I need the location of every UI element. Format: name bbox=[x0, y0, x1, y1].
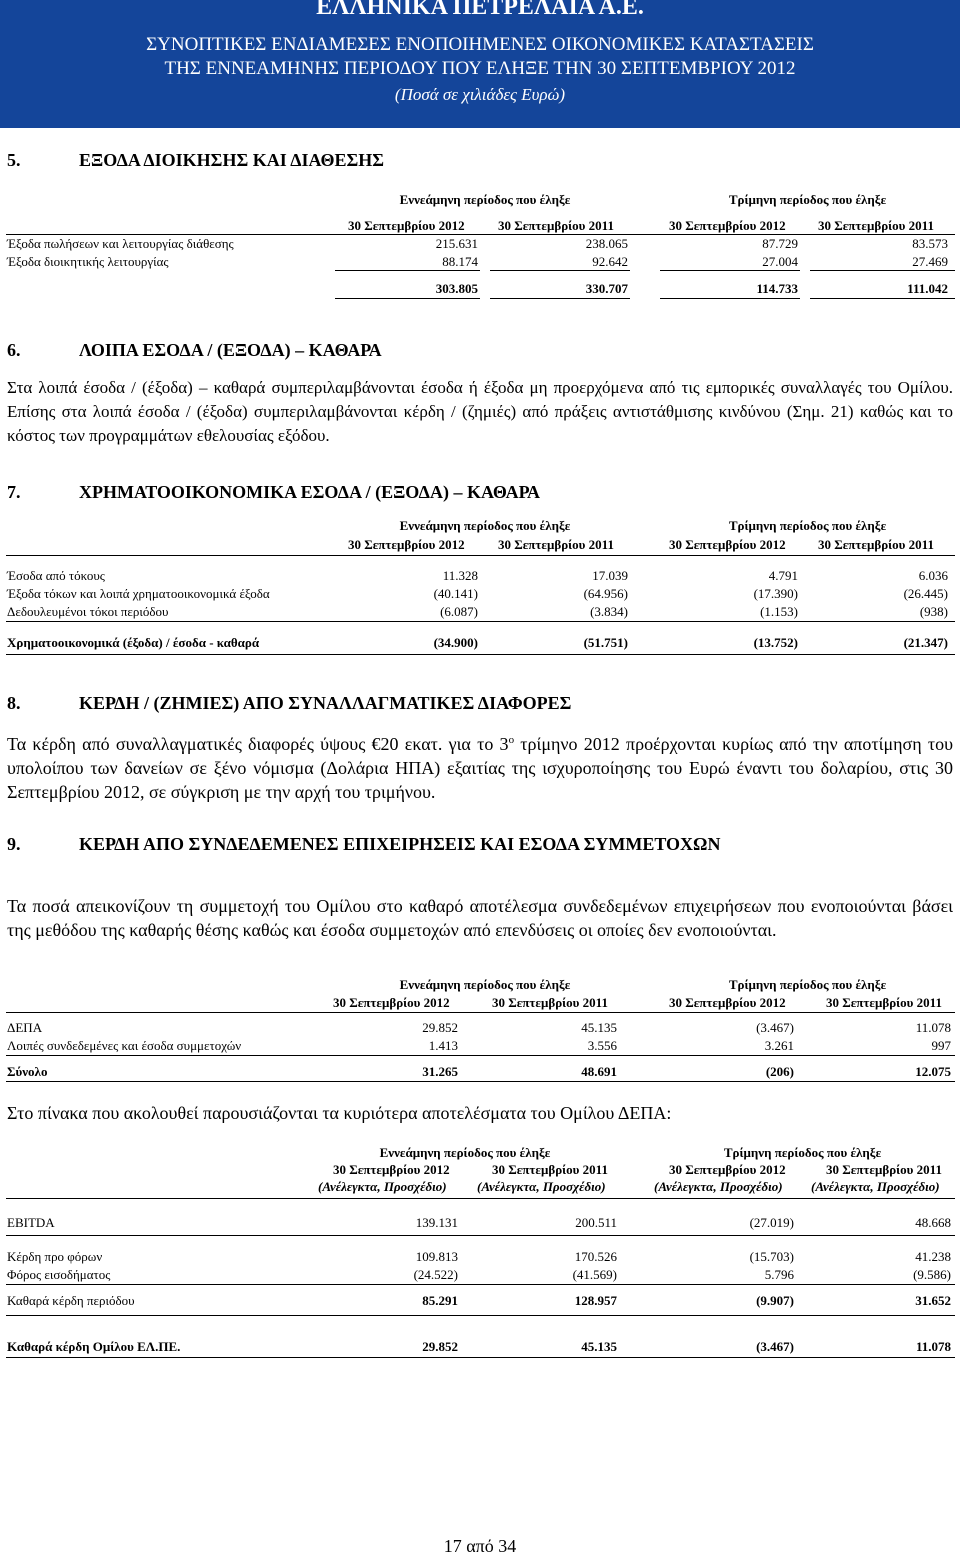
value-cell: (3.834) bbox=[590, 604, 628, 619]
unaudited-note: (Ανέλεγκτα, Προσχέδιο) bbox=[654, 1179, 783, 1194]
subtotal-line bbox=[490, 270, 630, 271]
total-cell: 114.733 bbox=[756, 281, 798, 296]
col-date-2012: 30 Σεπτεμβρίου 2012 bbox=[348, 537, 465, 552]
total-cell: 31.652 bbox=[915, 1293, 951, 1308]
col-date-2011: 30 Σεπτεμβρίου 2011 bbox=[492, 995, 608, 1010]
total-cell: 85.291 bbox=[422, 1293, 458, 1308]
total-cell: 29.852 bbox=[422, 1339, 458, 1354]
row-label: EBITDA bbox=[7, 1215, 55, 1230]
value-cell: 92.642 bbox=[592, 254, 628, 269]
value-cell: 87.729 bbox=[762, 236, 798, 251]
value-cell: (24.522) bbox=[413, 1267, 458, 1282]
col-date-2011: 30 Σεπτεμβρίου 2011 bbox=[826, 995, 942, 1010]
value-cell: 238.065 bbox=[585, 236, 628, 251]
nine-month-header: Εννεάμηνη περίοδος που έληξε bbox=[399, 192, 571, 207]
table-divider bbox=[6, 1198, 955, 1199]
section-6-text: Στα λοιπά έσοδα / (έξοδα) – καθαρά συμπεριλαμβάνονται έσοδα ή έξοδα μη προερχόμενα από τις εμπορικές συναλλαγές του Ομίλου. Επίσης στα λοιπά έσοδα / (έξοδα) συμπεριλαμβάνονται κέρδη / (ζημιές) από πράξεις αντιστάθμισης κινδύνου (Σημ. 21) καθώς και το κόστος των προγραμμάτων εθελουσίας εξόδου. bbox=[7, 378, 953, 445]
section-number: 7. bbox=[7, 482, 21, 502]
nine-month-header: Εννεάμηνη περίοδος που έληξε bbox=[399, 977, 571, 992]
value-cell: 4.791 bbox=[768, 568, 798, 583]
value-cell: 3.261 bbox=[764, 1038, 794, 1053]
total-cell: (3.467) bbox=[756, 1339, 794, 1354]
col-date-2011: 30 Σεπτεμβρίου 2011 bbox=[818, 537, 934, 552]
col-date-2012: 30 Σεπτεμβρίου 2012 bbox=[333, 1162, 450, 1177]
document-header bbox=[0, 0, 960, 128]
section-title: ΚΕΡΔΗ ΑΠΟ ΣΥΝΔΕΔΕΜΕΝΕΣ ΕΠΙΧΕΙΡΗΣΕΙΣ ΚΑΙ ΕΣΟΔΑ ΣΥΜΜΕΤΟΧΩΝ bbox=[79, 834, 721, 854]
value-cell: (17.390) bbox=[753, 586, 798, 601]
table-divider bbox=[6, 1055, 955, 1056]
value-cell: (27.019) bbox=[749, 1215, 794, 1230]
value-cell: 27.004 bbox=[762, 254, 798, 269]
section-number: 5. bbox=[7, 150, 21, 170]
value-cell: (41.569) bbox=[572, 1267, 617, 1282]
value-cell: (938) bbox=[919, 604, 948, 619]
table-divider bbox=[6, 654, 955, 655]
nine-month-header: Εννεάμηνη περίοδος που έληξε bbox=[399, 518, 571, 533]
value-cell: (6.087) bbox=[440, 604, 478, 619]
three-month-header: Τρίμηνη περίοδος που έληξε bbox=[723, 1145, 882, 1160]
value-cell: (9.586) bbox=[913, 1267, 951, 1282]
unaudited-note: (Ανέλεγκτα, Προσχέδιο) bbox=[477, 1179, 606, 1194]
three-month-header: Τρίμηνη περίοδος που έληξε bbox=[728, 518, 887, 533]
value-cell: 170.526 bbox=[574, 1249, 617, 1264]
col-date-2011: 30 Σεπτεμβρίου 2011 bbox=[826, 1162, 942, 1177]
report-title-line1: ΣΥΝΟΠΤΙΚΕΣ ΕΝΔΙΑΜΕΣΕΣ ΕΝΟΠΟΙΗΜΕΝΕΣ ΟΙΚΟΝΟΜΙΚΕΣ ΚΑΤΑΣΤΑΣΕΙΣ bbox=[146, 34, 814, 55]
col-date-2012: 30 Σεπτεμβρίου 2012 bbox=[669, 537, 786, 552]
value-cell: 5.796 bbox=[764, 1267, 794, 1282]
col-date-2011: 30 Σεπτεμβρίου 2011 bbox=[498, 537, 614, 552]
section-number: 6. bbox=[7, 340, 21, 360]
total-line bbox=[490, 298, 630, 299]
value-cell: (15.703) bbox=[749, 1249, 794, 1264]
value-cell: (26.445) bbox=[903, 586, 948, 601]
value-cell: 29.852 bbox=[422, 1020, 458, 1035]
value-cell: 997 bbox=[931, 1038, 951, 1053]
row-label: ΔΕΠΑ bbox=[7, 1020, 43, 1035]
col-date-2011: 30 Σεπτεμβρίου 2011 bbox=[498, 218, 614, 233]
row-label: Κέρδη προ φόρων bbox=[7, 1249, 103, 1264]
table-divider bbox=[6, 1357, 955, 1358]
total-label: Σύνολο bbox=[7, 1064, 48, 1079]
table-divider bbox=[6, 1012, 955, 1013]
total-line bbox=[660, 298, 800, 299]
three-month-header: Τρίμηνη περίοδος που έληξε bbox=[728, 192, 887, 207]
value-cell: 109.813 bbox=[415, 1249, 458, 1264]
section-title: ΛΟΙΠΑ ΕΣΟΔΑ / (ΕΞΟΔΑ) – ΚΑΘΑΡΑ bbox=[79, 340, 382, 360]
nine-month-header: Εννεάμηνη περίοδος που έληξε bbox=[379, 1145, 551, 1160]
value-cell: 45.135 bbox=[581, 1020, 617, 1035]
total-cell: 31.265 bbox=[422, 1064, 458, 1079]
total-cell: 45.135 bbox=[581, 1339, 617, 1354]
col-date-2012: 30 Σεπτεμβρίου 2012 bbox=[669, 1162, 786, 1177]
report-title-line2: ΤΗΣ ΕΝΝΕΑΜΗΝΗΣ ΠΕΡΙΟΔΟΥ ΠΟΥ ΕΛΗΞΕ ΤΗΝ 30 ΣΕΠΤΕΜΒΡΙΟΥ 2012 bbox=[164, 58, 796, 79]
section-number: 8. bbox=[7, 693, 21, 713]
section-title: ΚΕΡΔΗ / (ΖΗΜΙΕΣ) ΑΠΟ ΣΥΝΑΛΛΑΓΜΑΤΙΚΕΣ ΔΙΑΦΟΡΕΣ bbox=[79, 693, 572, 713]
table-divider bbox=[6, 1235, 955, 1236]
total-cell: (51.751) bbox=[583, 635, 628, 650]
table-divider bbox=[6, 555, 955, 556]
section-5-heading bbox=[7, 150, 384, 171]
three-month-header: Τρίμηνη περίοδος που έληξε bbox=[728, 977, 887, 992]
unaudited-note: (Ανέλεγκτα, Προσχέδιο) bbox=[318, 1179, 447, 1194]
section-6-heading bbox=[7, 340, 382, 361]
section-number: 9. bbox=[7, 834, 21, 854]
table-divider bbox=[6, 234, 955, 235]
col-date-2011: 30 Σεπτεμβρίου 2011 bbox=[818, 218, 934, 233]
col-date-2012: 30 Σεπτεμβρίου 2012 bbox=[348, 218, 465, 233]
total-cell: 330.707 bbox=[585, 281, 628, 296]
depa-intro-text: Στο πίνακα που ακολουθεί παρουσιάζονται τα κυριότερα αποτελέσματα του Ομίλου ΔΕΠΑ: bbox=[7, 1103, 672, 1123]
row-label: Φόρος εισοδήματος bbox=[7, 1267, 111, 1282]
total-cell: (34.900) bbox=[433, 635, 478, 650]
subtotal-line bbox=[335, 270, 480, 271]
row-label: Δεδουλευμένοι τόκοι περιόδου bbox=[7, 604, 169, 619]
value-cell: 200.511 bbox=[575, 1215, 617, 1230]
value-cell: 3.556 bbox=[587, 1038, 617, 1053]
company-name: ΕΛΛΗΝΙΚΑ ΠΕΤΡΕΛΑΙΑ Α.Ε. bbox=[316, 0, 644, 20]
total-cell: 11.078 bbox=[915, 1339, 951, 1354]
section-7-heading bbox=[7, 482, 540, 503]
value-cell: 48.668 bbox=[915, 1215, 951, 1230]
total-cell: 303.805 bbox=[435, 281, 478, 296]
page-number: 17 από 34 bbox=[443, 1536, 517, 1556]
value-cell: 88.174 bbox=[442, 254, 478, 269]
row-label: Έξοδα διοικητικής λειτουργίας bbox=[7, 254, 169, 269]
table-divider bbox=[6, 621, 955, 622]
value-cell: (3.467) bbox=[756, 1020, 794, 1035]
section-title: ΕΞΟΔΑ ΔΙΟΙΚΗΣΗΣ ΚΑΙ ΔΙΑΘΕΣΗΣ bbox=[79, 150, 385, 170]
total-cell: 48.691 bbox=[581, 1064, 617, 1079]
total-cell: (21.347) bbox=[903, 635, 948, 650]
row-label: Καθαρά κέρδη περιόδου bbox=[7, 1293, 135, 1308]
table-divider bbox=[6, 1284, 955, 1285]
table-divider bbox=[6, 1315, 955, 1316]
section-9-text: Τα ποσά απεικονίζουν τη συμμετοχή του Ομίλου στο καθαρό αποτέλεσμα συνδεδεμένων επιχειρήσεων που ενοποιούνται βάσει της μεθόδου της καθαρής θέσης καθώς και έσοδα συμμετοχών από επενδύσεις οι οποίες δεν ενοποιούνται. bbox=[7, 896, 953, 940]
unaudited-note: (Ανέλεγκτα, Προσχέδιο) bbox=[811, 1179, 940, 1194]
value-cell: (64.956) bbox=[583, 586, 628, 601]
value-cell: 27.469 bbox=[912, 254, 948, 269]
col-date-2012: 30 Σεπτεμβρίου 2012 bbox=[669, 995, 786, 1010]
section-9-heading bbox=[7, 834, 720, 855]
col-date-2011: 30 Σεπτεμβρίου 2011 bbox=[492, 1162, 608, 1177]
value-cell: (40.141) bbox=[433, 586, 478, 601]
value-cell: 1.413 bbox=[428, 1038, 458, 1053]
total-line bbox=[810, 298, 955, 299]
row-label: Έξοδα τόκων και λοιπά χρηματοοικονομικά έξοδα bbox=[7, 586, 270, 601]
units-note: (Ποσά σε χιλιάδες Ευρώ) bbox=[394, 85, 566, 104]
total-cell: 111.042 bbox=[907, 281, 948, 296]
total-cell: (13.752) bbox=[753, 635, 798, 650]
subtotal-line bbox=[810, 270, 955, 271]
value-cell: 6.036 bbox=[918, 568, 948, 583]
value-cell: 83.573 bbox=[912, 236, 948, 251]
total-line bbox=[335, 298, 480, 299]
value-cell: 11.328 bbox=[442, 568, 478, 583]
total-cell: (206) bbox=[765, 1064, 794, 1079]
value-cell: 41.238 bbox=[915, 1249, 951, 1264]
col-date-2012: 30 Σεπτεμβρίου 2012 bbox=[333, 995, 450, 1010]
value-cell: (1.153) bbox=[760, 604, 798, 619]
row-label: Έσοδα από τόκους bbox=[7, 568, 105, 583]
value-cell: 11.078 bbox=[915, 1020, 951, 1035]
table-divider bbox=[6, 1081, 955, 1082]
total-label: Καθαρά κέρδη Ομίλου ΕΛ.ΠΕ. bbox=[7, 1339, 181, 1354]
value-cell: 139.131 bbox=[415, 1215, 458, 1230]
section-8-text: Τα κέρδη από συναλλαγματικές διαφορές ύψους €20 εκατ. για το $3^o$ τρίμηνο 2012 προέρχονται κυρίως από την αποτίμηση του υπολοίπου των δανείων σε ξένο νόμισμα (Δολάρια ΗΠΑ) εξαιτίας της ισχυροποίησης του Ευρώ έναντι του δολαρίου, στις 30 Σεπτεμβρίου 2012, σε σύγκριση με την αρχή του τριμήνου. bbox=[7, 734, 954, 802]
section-title: ΧΡΗΜΑΤΟΟΙΚΟΝΟΜΙΚΑ ΕΣΟΔΑ / (ΕΞΟΔΑ) – ΚΑΘΑΡΑ bbox=[79, 482, 540, 502]
col-date-2012: 30 Σεπτεμβρίου 2012 bbox=[669, 218, 786, 233]
row-label: Έξοδα πωλήσεων και λειτουργίας διάθεσης bbox=[7, 236, 234, 251]
total-label: Χρηματοοικονομικά (έξοδα) / έσοδα - καθαρά bbox=[7, 635, 260, 650]
row-label: Λοιπές συνδεδεμένες και έσοδα συμμετοχών bbox=[7, 1038, 242, 1053]
total-cell: 128.957 bbox=[574, 1293, 617, 1308]
value-cell: 17.039 bbox=[592, 568, 628, 583]
total-cell: (9.907) bbox=[756, 1293, 794, 1308]
value-cell: 215.631 bbox=[435, 236, 478, 251]
subtotal-line bbox=[660, 270, 800, 271]
total-cell: 12.075 bbox=[915, 1064, 951, 1079]
section-8-heading bbox=[7, 693, 571, 714]
